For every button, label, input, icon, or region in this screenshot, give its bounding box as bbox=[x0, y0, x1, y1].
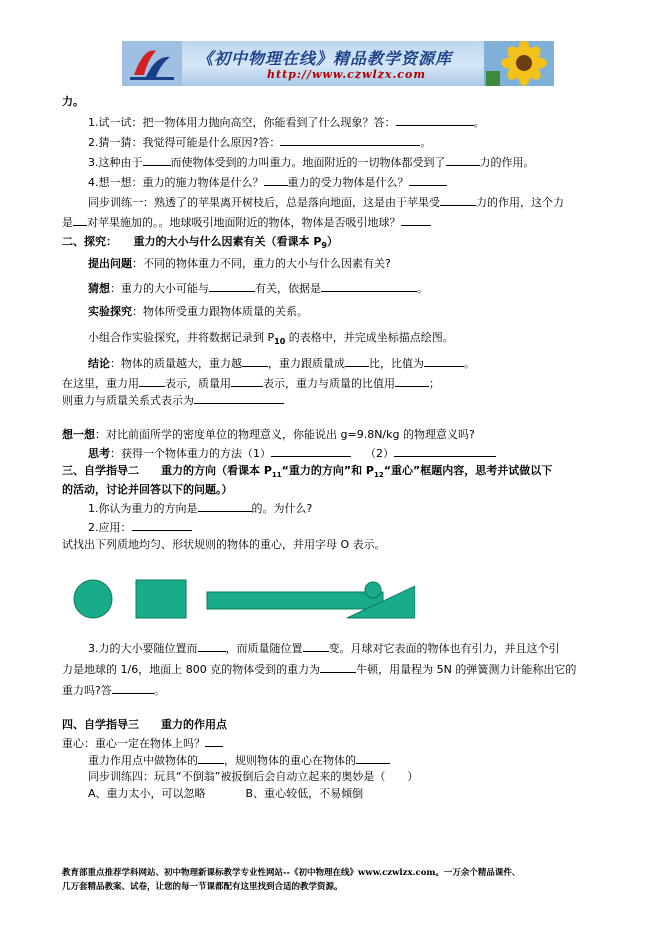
answer-blank[interactable] bbox=[345, 355, 369, 367]
option-a[interactable]: A、重力太小，可以忽略 bbox=[88, 787, 206, 800]
answer-blank[interactable] bbox=[139, 375, 165, 387]
answer-blank[interactable] bbox=[396, 114, 474, 126]
answer-blank[interactable] bbox=[112, 682, 154, 694]
answer-blank[interactable] bbox=[209, 280, 255, 292]
question-line: 小组合作实验探究，并将数据记录到 $P_{10}$ 的表格中，并完成坐标描点绘图。 bbox=[88, 331, 454, 347]
question-line: 实验探究：物体所受重力跟物体质量的关系。 bbox=[88, 305, 308, 318]
answer-blank[interactable] bbox=[356, 752, 390, 764]
circle-shape[interactable] bbox=[74, 580, 112, 618]
option-b[interactable]: B、重心较低，不易倾倒 bbox=[245, 787, 364, 800]
bar-shape[interactable] bbox=[207, 592, 383, 609]
question-line: 2.猜一猜：我觉得可能是什么原因?答： 。 bbox=[88, 136, 432, 149]
question-line: 2.应用： bbox=[88, 519, 192, 535]
section-heading: 二、探究： 重力的大小与什么因素有关（看课本 $P_9$） bbox=[62, 235, 338, 251]
square-shape[interactable] bbox=[136, 580, 186, 618]
question-line: 提出问题：不同的物体重力不同，重力的大小与什么因素有关? bbox=[88, 257, 391, 270]
question-line: 重心：重心一定在物体上吗？ bbox=[62, 735, 223, 751]
answer-blank[interactable] bbox=[440, 194, 476, 206]
question-line: 在这里，重力用 表示，质量用 表示，重力与质量的比值用 ； bbox=[62, 377, 440, 390]
question-line: 思考：获得一个物体重力的方法（1） （2） bbox=[88, 445, 496, 461]
answer-blank[interactable] bbox=[242, 355, 268, 367]
answer-blank[interactable] bbox=[73, 214, 87, 226]
answer-blank[interactable] bbox=[424, 355, 464, 367]
answer-blank[interactable] bbox=[132, 519, 192, 531]
question-line: 1.试一试：把一物体用力抛向高空，你能看到了什么现象？答： 。 bbox=[88, 116, 485, 129]
shapes-figure bbox=[70, 578, 415, 620]
options-line bbox=[88, 786, 363, 801]
banner-url: http://www.czwlzx.com bbox=[267, 68, 426, 81]
question-line: 重力吗?答 。 bbox=[62, 684, 165, 697]
question-line: 力是地球的 1/6，地面上 800 克的物体受到的重力为 牛顿，用量程为 5N 的弹簧测力计能称出它的 bbox=[62, 663, 577, 676]
question-line: 猜想：重力的大小可能与 有关，依据是 。 bbox=[88, 282, 428, 295]
section-heading: 三、自学指导二 重力的方向（看课本 $P_{11}“$重力的方向”和 $P_{12}“$重心”框题内容，思考并试做以下 bbox=[62, 464, 553, 480]
answer-blank[interactable] bbox=[401, 214, 431, 226]
instruction-line: 试找出下列质地均匀、形状规则的物体的重心，并用字母 O 表示。 bbox=[62, 538, 386, 551]
answer-blank[interactable] bbox=[321, 280, 417, 292]
question-line: 3.这种由于 而使物体受到的力叫重力。地面附近的一切物体都受到了 力的作用。 bbox=[88, 156, 535, 169]
header-banner bbox=[122, 41, 554, 86]
sunflower-icon bbox=[484, 41, 554, 86]
answer-blank[interactable] bbox=[446, 154, 480, 166]
question-line: 则重力与质量关系式表示为 bbox=[62, 392, 284, 408]
section-heading: 的活动，讨论并回答以下的问题。） bbox=[62, 483, 233, 496]
logo-icon bbox=[122, 41, 182, 86]
answer-blank[interactable] bbox=[205, 735, 223, 747]
answer-blank[interactable] bbox=[143, 154, 171, 166]
answer-blank[interactable] bbox=[194, 392, 284, 404]
footer-line: 几万套精品教案、试卷，让您的每一节课都配有这里找到合适的教学资源。 bbox=[62, 882, 343, 892]
question-line: 是 对苹果施加的。。地球吸引地面附近的物体，物体是否吸引地球？ bbox=[62, 214, 431, 230]
ball-on-slope-shape[interactable] bbox=[365, 582, 381, 598]
question-line: 结论：物体的质量越大，重力越 ，重力跟质量成 比，比值为 。 bbox=[88, 357, 475, 370]
footer-line: 教育部重点推荐学科网站、初中物理新课标教学专业性网站--《初中物理在线》www.czwlzx.com。一万余个精品课件、 bbox=[62, 868, 521, 878]
answer-blank[interactable] bbox=[409, 174, 447, 186]
answer-blank[interactable] bbox=[280, 134, 420, 146]
question-line: 4.想一想：重力的施力物体是什么？ 重力的受力物体是什么？ bbox=[88, 174, 447, 190]
answer-blank[interactable] bbox=[303, 640, 329, 652]
section-heading: 四、自学指导三 重力的作用点 bbox=[62, 718, 227, 731]
banner-title: 《初中物理在线》精品教学资源库 bbox=[197, 49, 453, 68]
answer-blank[interactable] bbox=[394, 445, 496, 457]
text-line: 力。 bbox=[62, 95, 84, 108]
answer-blank[interactable] bbox=[198, 752, 224, 764]
answer-blank[interactable] bbox=[198, 500, 252, 512]
answer-blank[interactable] bbox=[320, 661, 356, 673]
answer-blank[interactable] bbox=[395, 375, 429, 387]
question-line: 3.力的大小要随位置而 ，而质量随位置 变。月球对它表面的物体也有引力，并且这个引 bbox=[88, 642, 560, 655]
question-line: 想一想：对比前面所学的密度单位的物理意义，你能说出 g=9.8N/kg 的物理意义吗? bbox=[62, 428, 475, 441]
answer-blank[interactable] bbox=[198, 640, 226, 652]
answer-blank[interactable] bbox=[271, 445, 351, 457]
question-line: 同步训练四：玩具“不倒翁”被扳倒后会自动立起来的奥妙是（ ） bbox=[88, 770, 419, 783]
answer-blank[interactable] bbox=[231, 375, 263, 387]
question-line: 1.你认为重力的方向是 的。为什么? bbox=[88, 502, 313, 515]
question-line: 同步训练一：熟透了的苹果离开树枝后，总是落向地面，这是由于苹果受 力的作用，这个力 bbox=[88, 196, 564, 209]
answer-blank[interactable] bbox=[264, 174, 288, 186]
question-line: 重力作用点中做物体的 ，规则物体的重心在物体的 bbox=[88, 752, 390, 768]
